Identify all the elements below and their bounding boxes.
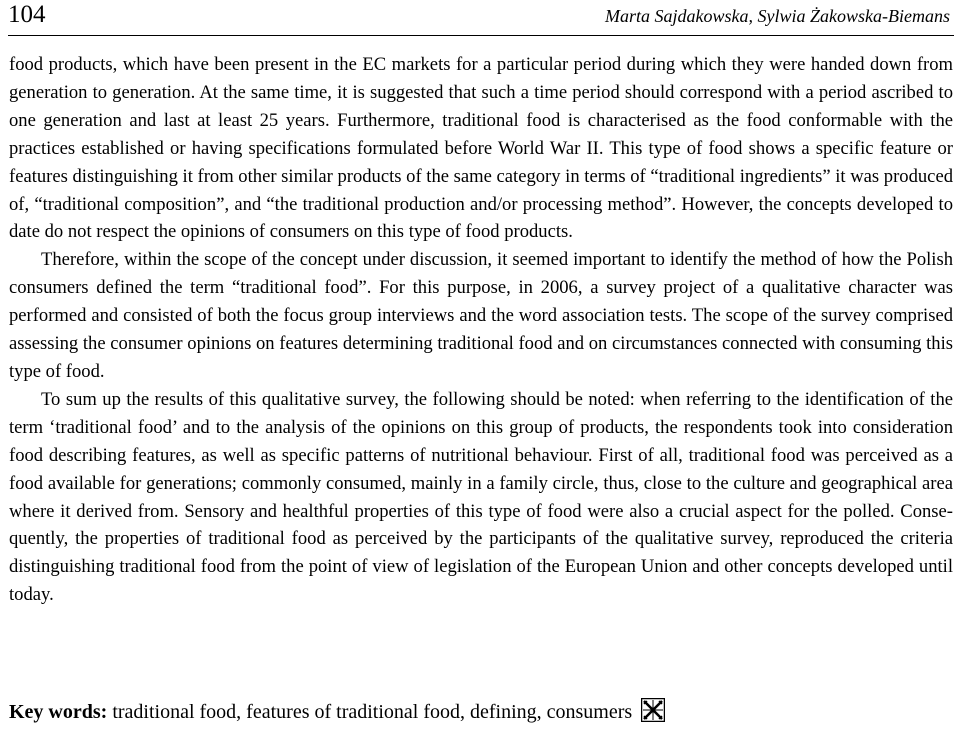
ornament-icon — [641, 698, 665, 722]
header-rule — [8, 35, 954, 36]
keywords-line — [9, 698, 665, 725]
paragraph-3: To sum up the results of this qualitative survey, the following should be noted: when referring to the identification of the term ‘traditional food’ and to the analysis of the opinions on this group of products, the respondents took into consideration food describing features, as well as specific patterns of nutritional behaviour. First of all, traditional food was perceived as a food available for generations; commonly consumed, mainly in a family circle, thus, close to the culture and geographical area where it derived from. Sensory and healthful properties of this type of food were also a crucial aspect for the polled. Consequently, the properties of traditional food as perceived by the participants of the qualitative survey, reproduced the criteria distinguishing traditional food from the point of view of legislation of the European Union and other concepts developed until today. — [9, 388, 953, 606]
keywords-text: traditional food, features of traditional food, defining, consumers — [112, 701, 633, 723]
paragraph-2: Therefore, within the scope of the concept under discussion, it seemed important to identify the method of how the Polish consumers defined the term “traditional food”. For this purpose, in 2006, a survey project of a qualitative character was performed and consisted of both the focus group interviews and the word association tests. The scope of the survey comprised assessing the consumer opinions on features determining traditional food and on circumstances connected with consuming this type of food. — [9, 249, 953, 382]
paragraph-1: food products, which have been present in the EC markets for a particular period during which they were handed down from generation to generation. At the same time, it is suggested that such a time period should correspond with a period ascribed to one generation and last at least 25 years. Furthermore, traditional food is characterised as the food conformable with the practices established or having specifications formulated before World War II. This type of food shows a specific feature or features distinguishing it from other similar products of the same category in terms of “traditional ingredients” it was produced of, “traditional composition”, and “the traditional production and/or processing method”. However, the concepts developed to date do not respect the opinions of consumers on this type of food products. — [9, 54, 953, 243]
page-header — [8, 0, 954, 34]
page-number: 104 — [8, 1, 46, 28]
running-head-authors: Marta Sajdakowska, Sylwia Żakowska-Biemans — [605, 6, 950, 26]
article-body — [9, 51, 953, 609]
keywords-label: Key words: — [9, 701, 108, 723]
